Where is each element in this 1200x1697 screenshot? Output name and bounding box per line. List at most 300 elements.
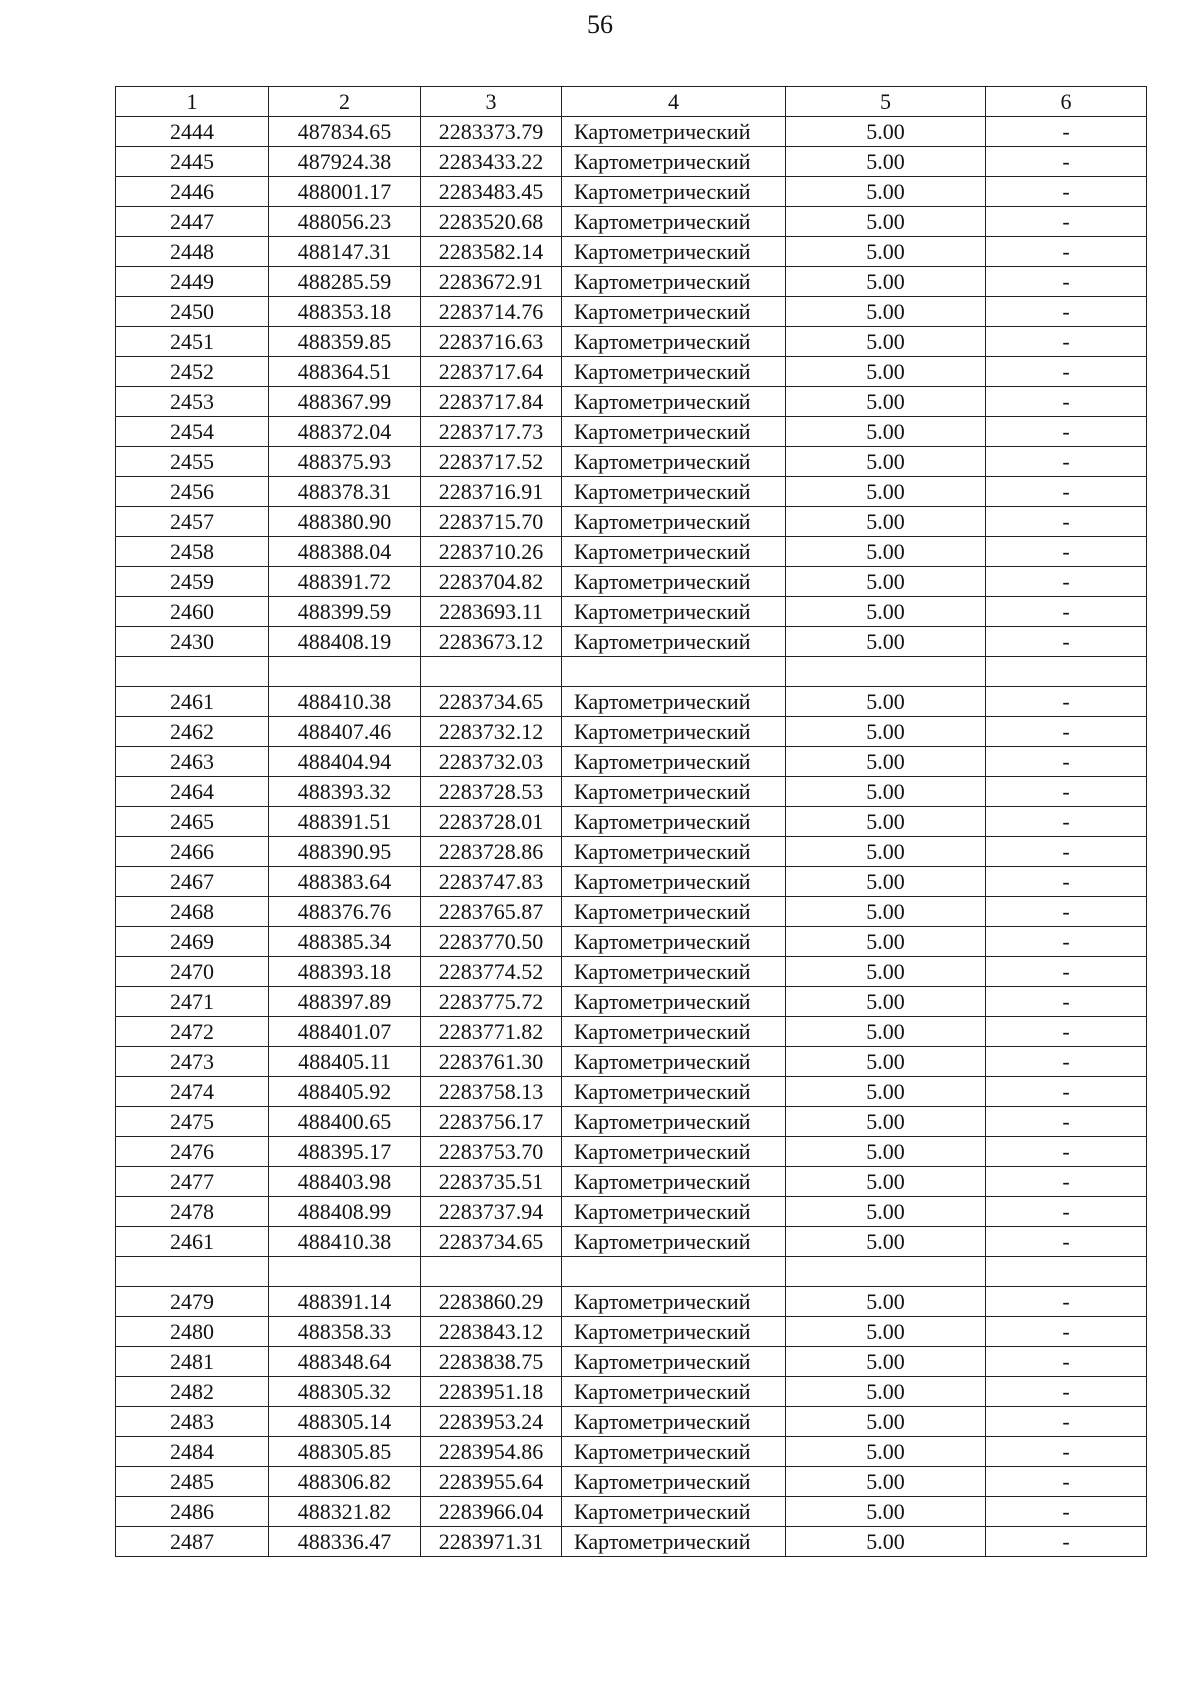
note-cell: - [986, 1377, 1147, 1407]
method-cell: Картометрический [562, 987, 786, 1017]
note-cell: - [986, 117, 1147, 147]
point-number-cell: 2460 [116, 597, 269, 627]
x-coordinate-cell: 488147.31 [269, 237, 421, 267]
note-cell: - [986, 147, 1147, 177]
separator-row [116, 1257, 1147, 1287]
y-coordinate-cell: 2283728.53 [421, 777, 562, 807]
table-row [116, 1407, 1147, 1437]
x-coordinate-cell: 488358.33 [269, 1317, 421, 1347]
x-coordinate-cell: 488388.04 [269, 537, 421, 567]
coordinates-table [115, 86, 1147, 1557]
point-number-cell: 2486 [116, 1497, 269, 1527]
method-cell: Картометрический [562, 1527, 786, 1557]
accuracy-cell: 5.00 [786, 327, 986, 357]
accuracy-cell: 5.00 [786, 237, 986, 267]
accuracy-cell: 5.00 [786, 597, 986, 627]
point-number-cell: 2471 [116, 987, 269, 1017]
table-row [116, 1077, 1147, 1107]
method-cell: Картометрический [562, 237, 786, 267]
y-coordinate-cell: 2283373.79 [421, 117, 562, 147]
point-number-cell: 2479 [116, 1287, 269, 1317]
table-row [116, 1437, 1147, 1467]
y-coordinate-cell: 2283774.52 [421, 957, 562, 987]
empty-cell [269, 657, 421, 687]
method-cell: Картометрический [562, 1437, 786, 1467]
y-coordinate-cell: 2283758.13 [421, 1077, 562, 1107]
y-coordinate-cell: 2283966.04 [421, 1497, 562, 1527]
y-coordinate-cell: 2283765.87 [421, 897, 562, 927]
method-cell: Картометрический [562, 207, 786, 237]
empty-cell [562, 1257, 786, 1287]
note-cell: - [986, 327, 1147, 357]
note-cell: - [986, 1167, 1147, 1197]
method-cell: Картометрический [562, 957, 786, 987]
accuracy-cell: 5.00 [786, 1317, 986, 1347]
table-row [116, 927, 1147, 957]
table-header-row [116, 87, 1147, 117]
y-coordinate-cell: 2283716.91 [421, 477, 562, 507]
accuracy-cell: 5.00 [786, 297, 986, 327]
point-number-cell: 2457 [116, 507, 269, 537]
point-number-cell: 2474 [116, 1077, 269, 1107]
note-cell: - [986, 1467, 1147, 1497]
accuracy-cell: 5.00 [786, 417, 986, 447]
method-cell: Картометрический [562, 417, 786, 447]
y-coordinate-cell: 2283756.17 [421, 1107, 562, 1137]
table-row [116, 777, 1147, 807]
method-cell: Картометрический [562, 807, 786, 837]
x-coordinate-cell: 488404.94 [269, 747, 421, 777]
method-cell: Картометрический [562, 1197, 786, 1227]
method-cell: Картометрический [562, 1077, 786, 1107]
column-header-1: 1 [116, 87, 269, 117]
x-coordinate-cell: 488410.38 [269, 1227, 421, 1257]
point-number-cell: 2472 [116, 1017, 269, 1047]
accuracy-cell: 5.00 [786, 1527, 986, 1557]
accuracy-cell: 5.00 [786, 897, 986, 927]
accuracy-cell: 5.00 [786, 1407, 986, 1437]
point-number-cell: 2477 [116, 1167, 269, 1197]
y-coordinate-cell: 2283951.18 [421, 1377, 562, 1407]
y-coordinate-cell: 2283971.31 [421, 1527, 562, 1557]
column-header-5: 5 [786, 87, 986, 117]
point-number-cell: 2459 [116, 567, 269, 597]
table-row [116, 1107, 1147, 1137]
accuracy-cell: 5.00 [786, 537, 986, 567]
note-cell: - [986, 1077, 1147, 1107]
table-body [116, 117, 1147, 1557]
point-number-cell: 2478 [116, 1197, 269, 1227]
point-number-cell: 2455 [116, 447, 269, 477]
method-cell: Картометрический [562, 117, 786, 147]
table-row [116, 507, 1147, 537]
method-cell: Картометрический [562, 927, 786, 957]
method-cell: Картометрический [562, 567, 786, 597]
x-coordinate-cell: 488407.46 [269, 717, 421, 747]
table-row [116, 117, 1147, 147]
empty-cell [116, 657, 269, 687]
point-number-cell: 2481 [116, 1347, 269, 1377]
table-row [116, 357, 1147, 387]
accuracy-cell: 5.00 [786, 477, 986, 507]
accuracy-cell: 5.00 [786, 867, 986, 897]
point-number-cell: 2466 [116, 837, 269, 867]
table-row [116, 1347, 1147, 1377]
y-coordinate-cell: 2283717.64 [421, 357, 562, 387]
y-coordinate-cell: 2283732.03 [421, 747, 562, 777]
table-row [116, 237, 1147, 267]
point-number-cell: 2461 [116, 687, 269, 717]
empty-cell [269, 1257, 421, 1287]
point-number-cell: 2473 [116, 1047, 269, 1077]
empty-cell [986, 1257, 1147, 1287]
note-cell: - [986, 1527, 1147, 1557]
y-coordinate-cell: 2283747.83 [421, 867, 562, 897]
method-cell: Картометрический [562, 1497, 786, 1527]
x-coordinate-cell: 488305.85 [269, 1437, 421, 1467]
accuracy-cell: 5.00 [786, 1137, 986, 1167]
empty-cell [421, 1257, 562, 1287]
method-cell: Картометрический [562, 717, 786, 747]
accuracy-cell: 5.00 [786, 627, 986, 657]
accuracy-cell: 5.00 [786, 1377, 986, 1407]
note-cell: - [986, 1347, 1147, 1377]
note-cell: - [986, 717, 1147, 747]
table-row [116, 267, 1147, 297]
point-number-cell: 2447 [116, 207, 269, 237]
method-cell: Картометрический [562, 1407, 786, 1437]
y-coordinate-cell: 2283753.70 [421, 1137, 562, 1167]
x-coordinate-cell: 488403.98 [269, 1167, 421, 1197]
point-number-cell: 2464 [116, 777, 269, 807]
accuracy-cell: 5.00 [786, 957, 986, 987]
accuracy-cell: 5.00 [786, 1017, 986, 1047]
column-header-6: 6 [986, 87, 1147, 117]
y-coordinate-cell: 2283735.51 [421, 1167, 562, 1197]
y-coordinate-cell: 2283728.86 [421, 837, 562, 867]
y-coordinate-cell: 2283704.82 [421, 567, 562, 597]
note-cell: - [986, 597, 1147, 627]
x-coordinate-cell: 488375.93 [269, 447, 421, 477]
point-number-cell: 2468 [116, 897, 269, 927]
method-cell: Картометрический [562, 177, 786, 207]
note-cell: - [986, 1227, 1147, 1257]
note-cell: - [986, 627, 1147, 657]
x-coordinate-cell: 488376.76 [269, 897, 421, 927]
x-coordinate-cell: 488400.65 [269, 1107, 421, 1137]
x-coordinate-cell: 488306.82 [269, 1467, 421, 1497]
accuracy-cell: 5.00 [786, 777, 986, 807]
method-cell: Картометрический [562, 147, 786, 177]
empty-cell [562, 657, 786, 687]
x-coordinate-cell: 488408.99 [269, 1197, 421, 1227]
point-number-cell: 2449 [116, 267, 269, 297]
y-coordinate-cell: 2283520.68 [421, 207, 562, 237]
method-cell: Картометрический [562, 267, 786, 297]
accuracy-cell: 5.00 [786, 717, 986, 747]
y-coordinate-cell: 2283953.24 [421, 1407, 562, 1437]
method-cell: Картометрический [562, 597, 786, 627]
accuracy-cell: 5.00 [786, 1497, 986, 1527]
note-cell: - [986, 777, 1147, 807]
table-row [116, 537, 1147, 567]
point-number-cell: 2469 [116, 927, 269, 957]
table-row [116, 1197, 1147, 1227]
table-row [116, 567, 1147, 597]
y-coordinate-cell: 2283717.52 [421, 447, 562, 477]
method-cell: Картометрический [562, 867, 786, 897]
method-cell: Картометрический [562, 1467, 786, 1497]
method-cell: Картометрический [562, 537, 786, 567]
y-coordinate-cell: 2283734.65 [421, 687, 562, 717]
method-cell: Картометрический [562, 477, 786, 507]
x-coordinate-cell: 488410.38 [269, 687, 421, 717]
note-cell: - [986, 1107, 1147, 1137]
note-cell: - [986, 1137, 1147, 1167]
y-coordinate-cell: 2283770.50 [421, 927, 562, 957]
table-row [116, 147, 1147, 177]
table-row [116, 207, 1147, 237]
accuracy-cell: 5.00 [786, 1227, 986, 1257]
note-cell: - [986, 1017, 1147, 1047]
y-coordinate-cell: 2283843.12 [421, 1317, 562, 1347]
x-coordinate-cell: 488305.14 [269, 1407, 421, 1437]
point-number-cell: 2430 [116, 627, 269, 657]
y-coordinate-cell: 2283838.75 [421, 1347, 562, 1377]
table-row [116, 1167, 1147, 1197]
note-cell: - [986, 1197, 1147, 1227]
x-coordinate-cell: 488390.95 [269, 837, 421, 867]
table-row [116, 1527, 1147, 1557]
table-row [116, 1017, 1147, 1047]
table-row [116, 477, 1147, 507]
note-cell: - [986, 1497, 1147, 1527]
table-row [116, 687, 1147, 717]
y-coordinate-cell: 2283860.29 [421, 1287, 562, 1317]
method-cell: Картометрический [562, 837, 786, 867]
note-cell: - [986, 447, 1147, 477]
y-coordinate-cell: 2283483.45 [421, 177, 562, 207]
accuracy-cell: 5.00 [786, 1347, 986, 1377]
point-number-cell: 2465 [116, 807, 269, 837]
accuracy-cell: 5.00 [786, 687, 986, 717]
note-cell: - [986, 237, 1147, 267]
empty-cell [116, 1257, 269, 1287]
x-coordinate-cell: 488399.59 [269, 597, 421, 627]
accuracy-cell: 5.00 [786, 1197, 986, 1227]
x-coordinate-cell: 488001.17 [269, 177, 421, 207]
method-cell: Картометрический [562, 897, 786, 927]
accuracy-cell: 5.00 [786, 1287, 986, 1317]
table-row [116, 297, 1147, 327]
method-cell: Картометрический [562, 747, 786, 777]
x-coordinate-cell: 488395.17 [269, 1137, 421, 1167]
x-coordinate-cell: 488393.18 [269, 957, 421, 987]
accuracy-cell: 5.00 [786, 357, 986, 387]
point-number-cell: 2483 [116, 1407, 269, 1437]
accuracy-cell: 5.00 [786, 207, 986, 237]
note-cell: - [986, 927, 1147, 957]
point-number-cell: 2476 [116, 1137, 269, 1167]
table-row [116, 867, 1147, 897]
table-row [116, 597, 1147, 627]
accuracy-cell: 5.00 [786, 507, 986, 537]
accuracy-cell: 5.00 [786, 1437, 986, 1467]
note-cell: - [986, 567, 1147, 597]
x-coordinate-cell: 488336.47 [269, 1527, 421, 1557]
y-coordinate-cell: 2283734.65 [421, 1227, 562, 1257]
method-cell: Картометрический [562, 1287, 786, 1317]
method-cell: Картометрический [562, 1137, 786, 1167]
table-row [116, 1377, 1147, 1407]
x-coordinate-cell: 488393.32 [269, 777, 421, 807]
table-row [116, 1467, 1147, 1497]
note-cell: - [986, 357, 1147, 387]
point-number-cell: 2485 [116, 1467, 269, 1497]
method-cell: Картометрический [562, 1227, 786, 1257]
y-coordinate-cell: 2283673.12 [421, 627, 562, 657]
separator-row [116, 657, 1147, 687]
x-coordinate-cell: 488359.85 [269, 327, 421, 357]
table-row [116, 897, 1147, 927]
x-coordinate-cell: 488391.14 [269, 1287, 421, 1317]
method-cell: Картометрический [562, 687, 786, 717]
point-number-cell: 2451 [116, 327, 269, 357]
accuracy-cell: 5.00 [786, 147, 986, 177]
note-cell: - [986, 987, 1147, 1017]
method-cell: Картометрический [562, 297, 786, 327]
table-row [116, 327, 1147, 357]
x-coordinate-cell: 488391.51 [269, 807, 421, 837]
method-cell: Картометрический [562, 357, 786, 387]
point-number-cell: 2482 [116, 1377, 269, 1407]
note-cell: - [986, 297, 1147, 327]
empty-cell [421, 657, 562, 687]
point-number-cell: 2453 [116, 387, 269, 417]
accuracy-cell: 5.00 [786, 927, 986, 957]
note-cell: - [986, 387, 1147, 417]
point-number-cell: 2456 [116, 477, 269, 507]
note-cell: - [986, 1047, 1147, 1077]
table-row [116, 747, 1147, 777]
method-cell: Картометрический [562, 1047, 786, 1077]
y-coordinate-cell: 2283717.84 [421, 387, 562, 417]
x-coordinate-cell: 488348.64 [269, 1347, 421, 1377]
y-coordinate-cell: 2283728.01 [421, 807, 562, 837]
y-coordinate-cell: 2283582.14 [421, 237, 562, 267]
note-cell: - [986, 177, 1147, 207]
method-cell: Картометрический [562, 627, 786, 657]
point-number-cell: 2470 [116, 957, 269, 987]
note-cell: - [986, 897, 1147, 927]
x-coordinate-cell: 488383.64 [269, 867, 421, 897]
column-header-4: 4 [562, 87, 786, 117]
method-cell: Картометрический [562, 1347, 786, 1377]
y-coordinate-cell: 2283954.86 [421, 1437, 562, 1467]
x-coordinate-cell: 488391.72 [269, 567, 421, 597]
accuracy-cell: 5.00 [786, 987, 986, 1017]
x-coordinate-cell: 488408.19 [269, 627, 421, 657]
method-cell: Картометрический [562, 1167, 786, 1197]
note-cell: - [986, 687, 1147, 717]
method-cell: Картометрический [562, 1377, 786, 1407]
table-row [116, 387, 1147, 417]
y-coordinate-cell: 2283737.94 [421, 1197, 562, 1227]
note-cell: - [986, 1317, 1147, 1347]
method-cell: Картометрический [562, 447, 786, 477]
x-coordinate-cell: 488285.59 [269, 267, 421, 297]
point-number-cell: 2480 [116, 1317, 269, 1347]
accuracy-cell: 5.00 [786, 1167, 986, 1197]
note-cell: - [986, 837, 1147, 867]
y-coordinate-cell: 2283761.30 [421, 1047, 562, 1077]
accuracy-cell: 5.00 [786, 567, 986, 597]
table-row [116, 807, 1147, 837]
x-coordinate-cell: 488380.90 [269, 507, 421, 537]
x-coordinate-cell: 488367.99 [269, 387, 421, 417]
method-cell: Картометрический [562, 1017, 786, 1047]
table-row [116, 987, 1147, 1017]
table-row [116, 1137, 1147, 1167]
note-cell: - [986, 867, 1147, 897]
y-coordinate-cell: 2283775.72 [421, 987, 562, 1017]
point-number-cell: 2461 [116, 1227, 269, 1257]
point-number-cell: 2454 [116, 417, 269, 447]
accuracy-cell: 5.00 [786, 1047, 986, 1077]
page-number: 56 [587, 10, 613, 39]
accuracy-cell: 5.00 [786, 1107, 986, 1137]
table-row [116, 1317, 1147, 1347]
x-coordinate-cell: 488364.51 [269, 357, 421, 387]
note-cell: - [986, 477, 1147, 507]
note-cell: - [986, 807, 1147, 837]
method-cell: Картометрический [562, 1107, 786, 1137]
accuracy-cell: 5.00 [786, 387, 986, 417]
accuracy-cell: 5.00 [786, 447, 986, 477]
point-number-cell: 2467 [116, 867, 269, 897]
x-coordinate-cell: 488305.32 [269, 1377, 421, 1407]
x-coordinate-cell: 488353.18 [269, 297, 421, 327]
x-coordinate-cell: 487834.65 [269, 117, 421, 147]
accuracy-cell: 5.00 [786, 1467, 986, 1497]
x-coordinate-cell: 488372.04 [269, 417, 421, 447]
point-number-cell: 2445 [116, 147, 269, 177]
point-number-cell: 2452 [116, 357, 269, 387]
x-coordinate-cell: 488401.07 [269, 1017, 421, 1047]
point-number-cell: 2462 [116, 717, 269, 747]
table-row [116, 1227, 1147, 1257]
y-coordinate-cell: 2283672.91 [421, 267, 562, 297]
note-cell: - [986, 747, 1147, 777]
note-cell: - [986, 957, 1147, 987]
y-coordinate-cell: 2283717.73 [421, 417, 562, 447]
y-coordinate-cell: 2283715.70 [421, 507, 562, 537]
table-row [116, 447, 1147, 477]
x-coordinate-cell: 488321.82 [269, 1497, 421, 1527]
point-number-cell: 2475 [116, 1107, 269, 1137]
x-coordinate-cell: 488378.31 [269, 477, 421, 507]
point-number-cell: 2448 [116, 237, 269, 267]
point-number-cell: 2487 [116, 1527, 269, 1557]
note-cell: - [986, 1407, 1147, 1437]
accuracy-cell: 5.00 [786, 747, 986, 777]
note-cell: - [986, 1437, 1147, 1467]
accuracy-cell: 5.00 [786, 1077, 986, 1107]
y-coordinate-cell: 2283955.64 [421, 1467, 562, 1497]
y-coordinate-cell: 2283710.26 [421, 537, 562, 567]
accuracy-cell: 5.00 [786, 267, 986, 297]
point-number-cell: 2450 [116, 297, 269, 327]
